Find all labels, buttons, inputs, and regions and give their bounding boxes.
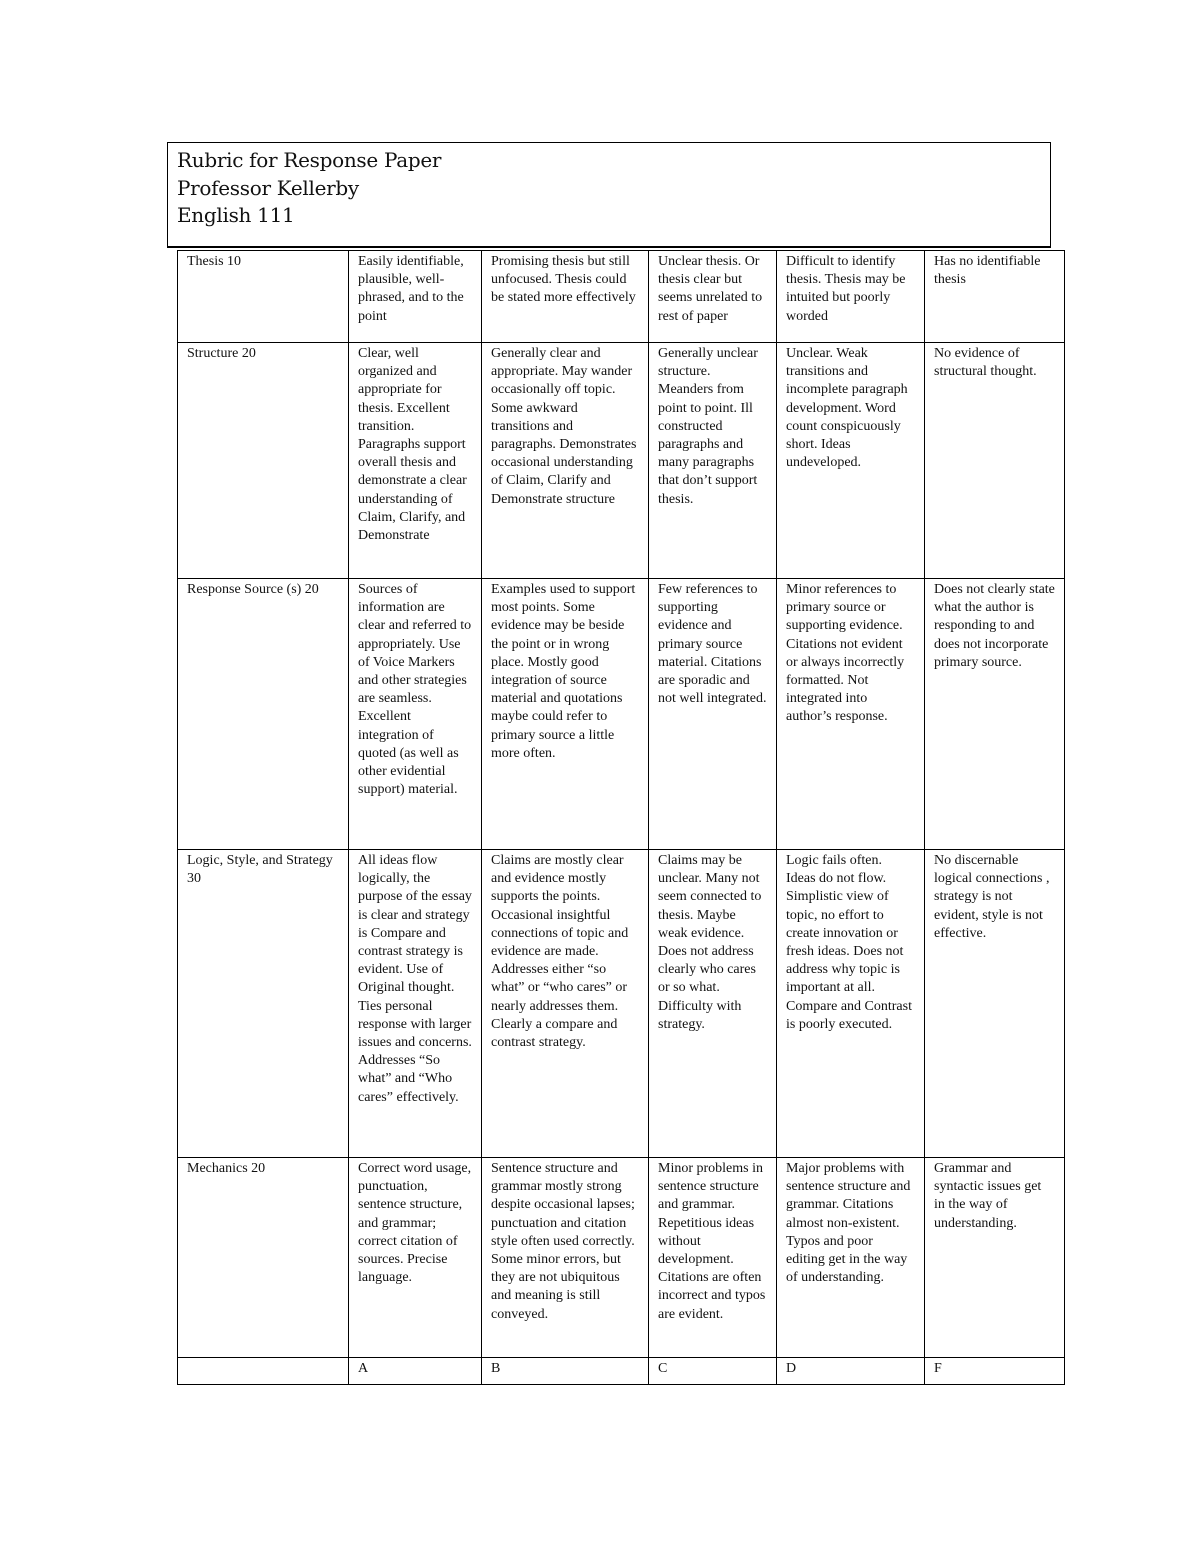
rubric-table <box>177 250 1065 1385</box>
grade-label-b: B <box>482 1358 649 1385</box>
criterion-cell: Logic, Style, and Strategy 30 <box>178 850 349 1158</box>
criterion-cell: Thesis 10 <box>178 251 349 343</box>
grade-f-cell: Does not clearly state what the author is responding to and does not incorporate primary source. <box>925 579 1065 850</box>
grade-label-row <box>178 1358 1065 1385</box>
professor-name: Professor Kellerby <box>177 175 359 200</box>
grade-a-cell: Clear, well organized and appropriate for thesis. Excellent transition. Paragraphs support overall thesis and demonstrate a clear understanding of Claim, Clarify, and Demonstrate <box>349 343 482 579</box>
grade-a-cell: Easily identifiable, plausible, well-phrased, and to the point <box>349 251 482 343</box>
criterion-cell: Mechanics 20 <box>178 1158 349 1358</box>
rubric-header <box>167 142 1051 248</box>
grade-label-f: F <box>925 1358 1065 1385</box>
course-name: English 111 <box>177 203 295 227</box>
grade-b-cell: Claims are mostly clear and evidence mostly supports the points. Occasional insightful connections of topic and evidence are made. Addresses either “so what” or “who cares” or nearly addresses them. Clearly a compare and contrast strategy. <box>482 850 649 1158</box>
criterion-cell: Response Source (s) 20 <box>178 579 349 850</box>
table-row <box>178 251 1065 343</box>
grade-c-cell: Minor problems in sentence structure and grammar. Repetitious ideas without development. Citations are often incorrect and typos are evident. <box>649 1158 777 1358</box>
grade-d-cell: Difficult to identify thesis. Thesis may be intuited but poorly worded <box>777 251 925 343</box>
grade-f-cell: No discernable logical connections , strategy is not evident, style is not effective. <box>925 850 1065 1158</box>
grade-b-cell: Sentence structure and grammar mostly strong despite occasional lapses; punctuation and citation style often used correctly. Some minor errors, but they are not ubiquitous and meaning is still conveyed. <box>482 1158 649 1358</box>
grade-a-cell: All ideas flow logically, the purpose of the essay is clear and strategy is Compare and contrast strategy is evident. Use of Original thought. Ties personal response with larger issues and concerns. Addresses “So what” and “Who cares” effectively. <box>349 850 482 1158</box>
table-row <box>178 850 1065 1158</box>
criterion-cell: Structure 20 <box>178 343 349 579</box>
grade-c-cell: Unclear thesis. Or thesis clear but seems unrelated to rest of paper <box>649 251 777 343</box>
grade-a-cell: Sources of information are clear and referred to appropriately. Use of Voice Markers and other strategies are seamless. Excellent integration of quoted (as well as other evidential support) material. <box>349 579 482 850</box>
grade-c-cell: Claims may be unclear. Many not seem connected to thesis. Maybe weak evidence. Does not address clearly who cares or so what. Difficulty with strategy. <box>649 850 777 1158</box>
grade-a-cell: Correct word usage, punctuation, sentence structure, and grammar; correct citation of sources. Precise language. <box>349 1158 482 1358</box>
table-row <box>178 343 1065 579</box>
grade-f-cell: Grammar and syntactic issues get in the way of understanding. <box>925 1158 1065 1358</box>
grade-d-cell: Major problems with sentence structure and grammar. Citations almost non-existent. Typos and poor editing get in the way of understanding. <box>777 1158 925 1358</box>
grade-d-cell: Unclear. Weak transitions and incomplete paragraph development. Word count conspicuously short. Ideas undeveloped. <box>777 343 925 579</box>
grade-label-c: C <box>649 1358 777 1385</box>
grade-d-cell: Minor references to primary source or supporting evidence. Citations not evident or always incorrectly formatted. Not integrated into author’s response. <box>777 579 925 850</box>
empty-cell <box>178 1358 349 1385</box>
table-row <box>178 579 1065 850</box>
grade-b-cell: Promising thesis but still unfocused. Thesis could be stated more effectively <box>482 251 649 343</box>
grade-f-cell: No evidence of structural thought. <box>925 343 1065 579</box>
grade-f-cell: Has no identifiable thesis <box>925 251 1065 343</box>
grade-label-d: D <box>777 1358 925 1385</box>
grade-b-cell: Examples used to support most points. Some evidence may be beside the point or in wrong place. Mostly good integration of source material and quotations maybe could refer to primary source a little more often. <box>482 579 649 850</box>
grade-c-cell: Few references to supporting evidence and primary source material. Citations are sporadic and not well integrated. <box>649 579 777 850</box>
grade-b-cell: Generally clear and appropriate. May wander occasionally off topic. Some awkward transitions and paragraphs. Demonstrates occasional understanding of Claim, Clarify and Demonstrate structure <box>482 343 649 579</box>
rubric-title: Rubric for Response Paper <box>177 148 442 172</box>
table-row <box>178 1158 1065 1358</box>
grade-c-cell: Generally unclear structure. Meanders from point to point. Ill constructed paragraphs and many paragraphs that don’t support thesis. <box>649 343 777 579</box>
grade-label-a: A <box>349 1358 482 1385</box>
grade-d-cell: Logic fails often. Ideas do not flow. Simplistic view of topic, no effort to create innovation or fresh ideas. Does not address why topic is important at all. Compare and Contrast is poorly executed. <box>777 850 925 1158</box>
